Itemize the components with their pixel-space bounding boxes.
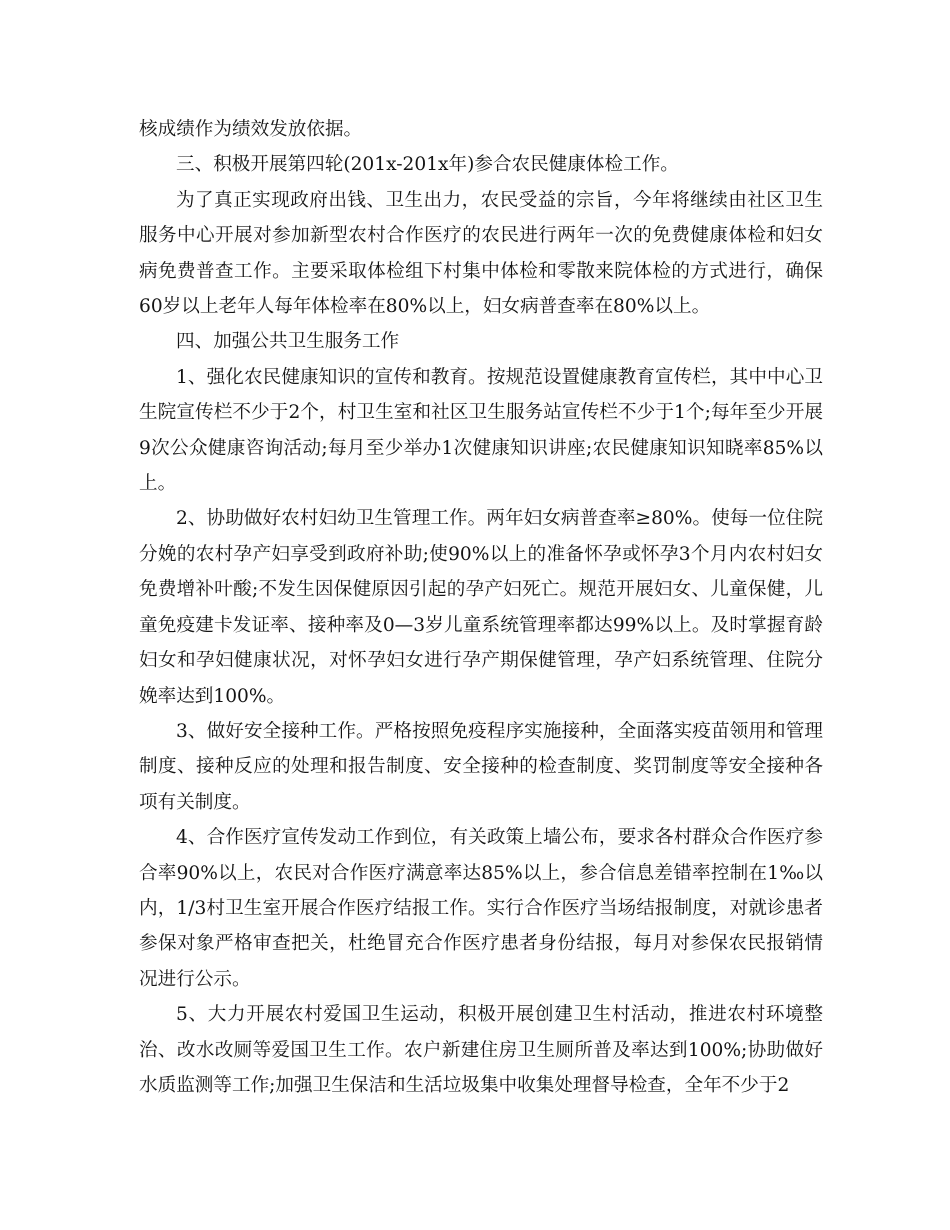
paragraph-continuation: 核成绩作为绩效发放依据。 [139,119,363,140]
paragraph-item-5: 5、大力开展农村爱国卫生运动，积极开展创建卫生村活动，推进农村环境整治、改水改厕等爱国卫生工作。农户新建住房卫生厕所普及率达到100%;协助做好水质监测等工作;加强卫生保洁和生活垃圾集中收集处理督导检查，全年不少于2 [139,1004,823,1096]
section-heading-4: 四、加强公共卫生服务工作 [176,331,400,353]
paragraph-item-2: 2、协助做好农村妇幼卫生管理工作。两年妇女病普查率≥80%。使每一位住院分娩的农村孕产妇享受到政府补助;使90%以上的准备怀孕或怀孕3个月内农村妇女免费增补叶酸;不发生因保健原因引起的孕产妇死亡。规范开展妇女、儿童保健，儿童免疫建卡发证率、接种率及0—3岁儿童系统管理率都达99%以上。及时掌握育龄妇女和孕妇健康状况，对怀孕妇女进行孕产期保健管理，孕产妇系统管理、住院分娩率达到100%。 [139,508,823,707]
paragraph-item-4: 4、合作医疗宣传发动工作到位，有关政策上墙公布，要求各村群众合作医疗参合率90%以上，农民对合作医疗满意率达85%以上，参合信息差错率控制在1‰以内，1/3村卫生室开展合作医疗结报工作。实行合作医疗当场结报制度，对就诊患者参保对象严格审查把关，杜绝冒充合作医疗患者身份结报，每月对参保农民报销情况进行公示。 [139,827,823,990]
paragraph-health-checkup: 为了真正实现政府出钱、卫生出力，农民受益的宗旨，今年将继续由社区卫生服务中心开展对参加新型农村合作医疗的农民进行两年一次的免费健康体检和妇女病免费普查工作。主要采取体检组下村集中体检和零散来院体检的方式进行，确保60岁以上老年人每年体检率在80%以上，妇女病普查率在80%以上。 [139,189,823,318]
paragraph-item-1: 1、强化农民健康知识的宣传和教育。按规范设置健康教育宣传栏，其中中心卫生院宣传栏不少于2个，村卫生室和社区卫生服务站宣传栏不少于1个;每年至少开展9次公众健康咨询活动;每月至少举办1次健康知识讲座;农民健康知识知晓率85%以上。 [139,366,823,495]
paragraph-item-3: 3、做好安全接种工作。严格按照免疫程序实施接种，全面落实疫苗领用和管理制度、接种反应的处理和报告制度、安全接种的检查制度、奖罚制度等安全接种各项有关制度。 [139,720,823,813]
section-heading-3: 三、积极开展第四轮(201x-201x年)参合农民健康体检工作。 [176,154,679,176]
document-body [139,112,823,1103]
